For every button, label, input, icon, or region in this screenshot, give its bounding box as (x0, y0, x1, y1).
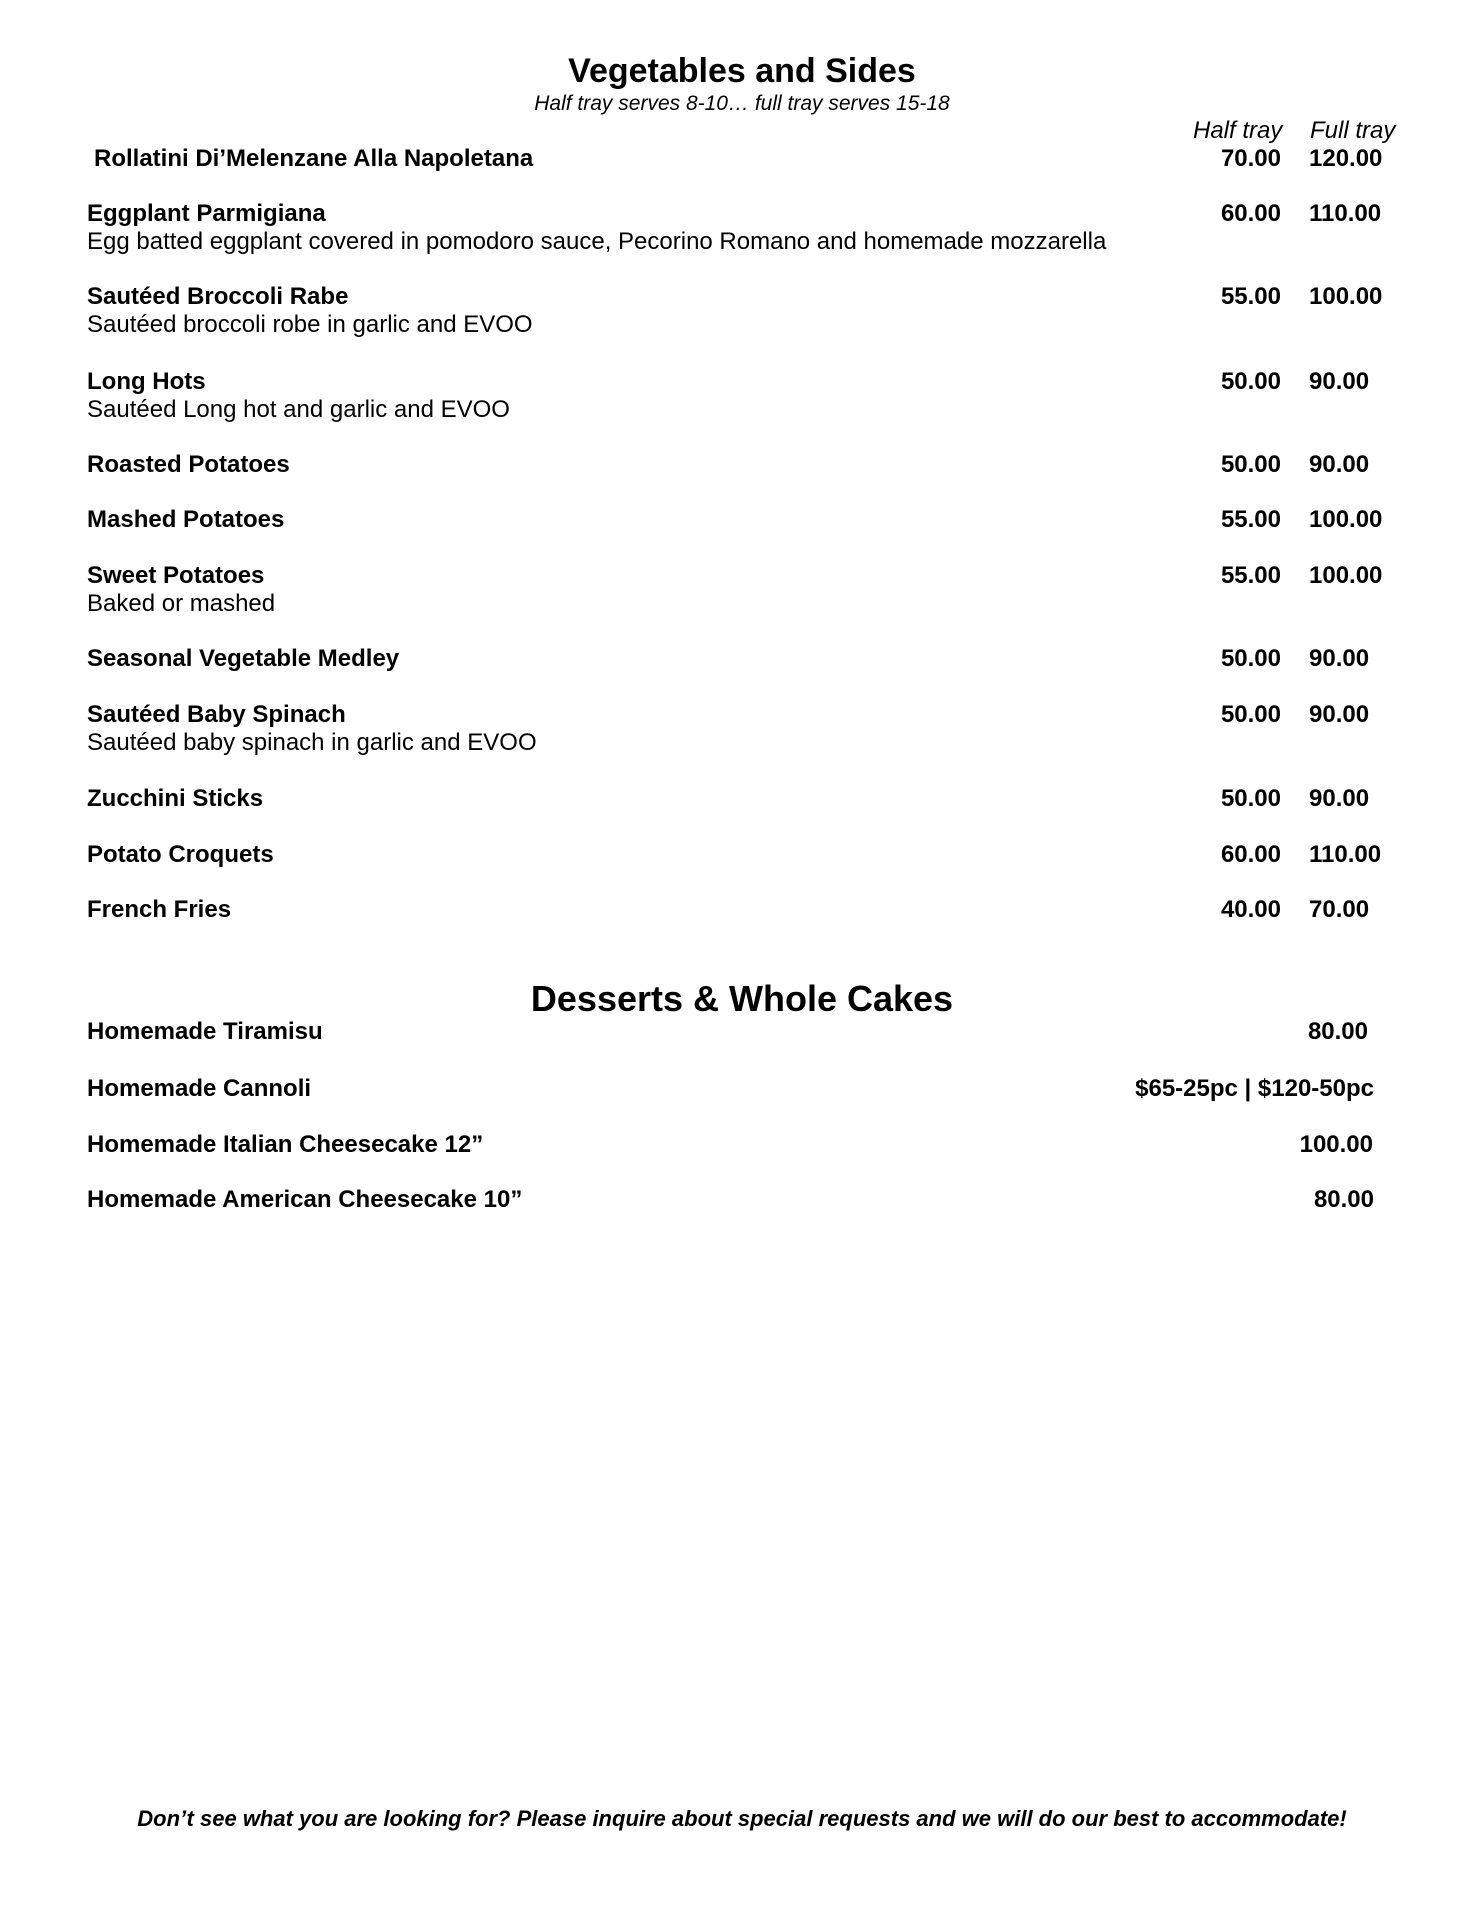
menu-item (0, 896, 1484, 956)
full-tray-price: 90.00 (1309, 645, 1370, 672)
item-name: Eggplant Parmigiana (87, 200, 326, 227)
dessert-item (0, 1186, 1484, 1246)
dessert-item (0, 1075, 1484, 1135)
item-name: Seasonal Vegetable Medley (87, 645, 400, 672)
half-tray-price: 70.00 (1220, 145, 1281, 172)
desserts-title: Desserts & Whole Cakes (530, 978, 954, 1019)
full-tray-price: 100.00 (1309, 506, 1383, 533)
menu-item (0, 200, 1484, 260)
half-tray-price: 40.00 (1220, 896, 1281, 923)
half-tray-price: 55.00 (1220, 506, 1281, 533)
item-name: French Fries (87, 896, 232, 923)
half-tray-price: 50.00 (1220, 701, 1281, 728)
vegetables-subtitle: Half tray serves 8-10… full tray serves 15-18 (534, 92, 950, 115)
full-tray-price: 90.00 (1309, 701, 1370, 728)
full-tray-price: 100.00 (1309, 283, 1383, 310)
menu-item (0, 645, 1484, 705)
item-name: Homemade Italian Cheesecake 12” (87, 1131, 484, 1158)
item-name: Homemade Cannoli (87, 1075, 312, 1102)
full-tray-price: 100.00 (1309, 562, 1383, 589)
item-name: Potato Croquets (87, 841, 274, 868)
half-tray-price: 55.00 (1220, 283, 1281, 310)
item-name: Roasted Potatoes (87, 451, 290, 478)
item-description: Baked or mashed (87, 590, 276, 617)
item-description: Sautéed Long hot and garlic and EVOO (87, 396, 510, 423)
menu-item (0, 368, 1484, 428)
item-name: Homemade American Cheesecake 10” (87, 1186, 523, 1213)
item-name: Long Hots (87, 368, 206, 395)
item-price: 80.00 (1313, 1186, 1374, 1213)
half-tray-price: 50.00 (1220, 645, 1281, 672)
item-name: Rollatini Di’Melenzane Alla Napoletana (94, 145, 534, 172)
half-tray-price: 60.00 (1220, 200, 1281, 227)
item-price: 100.00 (1299, 1131, 1373, 1158)
menu-item (0, 701, 1484, 761)
half-tray-price: 50.00 (1220, 451, 1281, 478)
dessert-item (0, 1131, 1484, 1191)
footer-note: Don’t see what you are looking for? Please inquire about special requests and we will do our best to accommodate! (137, 1806, 1347, 1831)
half-tray-price: 60.00 (1220, 841, 1281, 868)
column-header-half-tray: Half tray (1193, 117, 1283, 144)
item-name: Sautéed Baby Spinach (87, 701, 346, 728)
half-tray-price: 55.00 (1220, 562, 1281, 589)
menu-item (0, 785, 1484, 845)
half-tray-price: 50.00 (1220, 368, 1281, 395)
item-name: Homemade Tiramisu (87, 1018, 323, 1045)
dessert-item (0, 1018, 1484, 1078)
full-tray-price: 90.00 (1309, 368, 1370, 395)
item-description: Sautéed baby spinach in garlic and EVOO (87, 729, 537, 756)
full-tray-price: 110.00 (1309, 200, 1382, 227)
half-tray-price: 50.00 (1220, 785, 1281, 812)
full-tray-price: 120.00 (1309, 145, 1383, 172)
menu-item (0, 451, 1484, 511)
item-name: Sweet Potatoes (87, 562, 265, 589)
full-tray-price: 110.00 (1309, 841, 1382, 868)
full-tray-price: 90.00 (1309, 451, 1370, 478)
full-tray-price: 70.00 (1309, 896, 1370, 923)
menu-item (0, 562, 1484, 622)
item-price: $65-25pc | $120-50pc (1135, 1075, 1374, 1102)
menu-item (0, 841, 1484, 901)
item-description: Egg batted eggplant covered in pomodoro sauce, Pecorino Romano and homemade mozzarella (87, 228, 1107, 255)
item-name: Sautéed Broccoli Rabe (87, 283, 349, 310)
menu-item (0, 283, 1484, 343)
menu-item (0, 506, 1484, 566)
vegetables-title: Vegetables and Sides (568, 52, 916, 90)
item-name: Mashed Potatoes (87, 506, 285, 533)
column-header-full-tray: Full tray (1310, 117, 1396, 144)
full-tray-price: 90.00 (1309, 785, 1370, 812)
item-description: Sautéed broccoli robe in garlic and EVOO (87, 311, 533, 338)
menu-item (0, 145, 1484, 205)
item-name: Zucchini Sticks (87, 785, 264, 812)
item-price: 80.00 (1307, 1018, 1368, 1045)
